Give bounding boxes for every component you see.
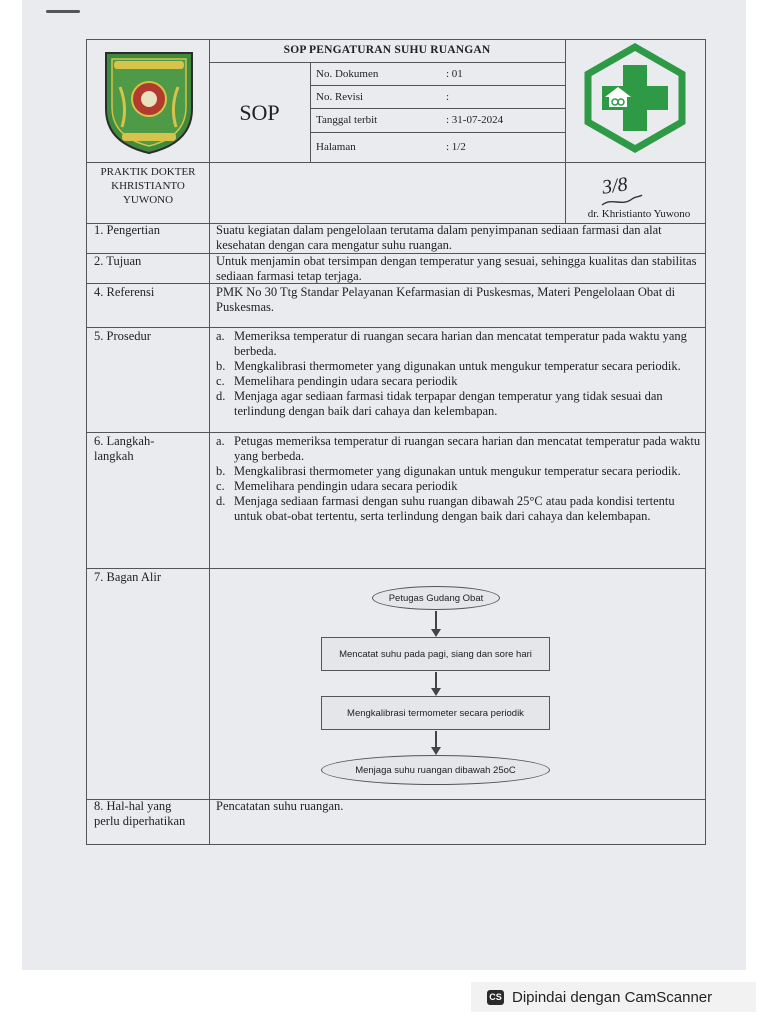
meta-value-halaman: : 1/2 bbox=[446, 141, 466, 153]
list-item: d. Menjaga agar sediaan farmasi tidak terpapar dengan temperatur yang tidak sesuai dan terlindung dengan baik dari cahaya dan kelembapan. bbox=[216, 389, 663, 418]
sop-label: SOP bbox=[239, 100, 280, 125]
pencil-mark bbox=[46, 10, 80, 13]
label-pengertian: 1. Pengertian bbox=[94, 223, 160, 237]
health-cross-logo bbox=[578, 43, 692, 153]
list-item: b. Mengkalibrasi thermometer yang digunakan untuk mengukur temperatur secara periodik. bbox=[216, 359, 681, 373]
label-langkah: 6. Langkah-langkah bbox=[94, 434, 155, 463]
clinic-name: PRAKTIK DOKTER KHRISTIANTO YUWONO bbox=[100, 166, 196, 206]
camscanner-footer bbox=[471, 982, 756, 1012]
list-prosedur bbox=[216, 329, 702, 419]
meta-label-tanggal-terbit: Tanggal terbit bbox=[316, 114, 378, 126]
list-item: a. Memeriksa temperatur di ruangan secara harian dan mencatat temperatur pada waktu yang berbeda. bbox=[216, 329, 687, 358]
regency-emblem-logo bbox=[98, 47, 200, 157]
label-referensi: 4. Referensi bbox=[94, 285, 155, 299]
flow-arrow bbox=[435, 672, 437, 694]
meta-label-halaman: Halaman bbox=[316, 141, 356, 153]
flow-arrow bbox=[435, 611, 437, 635]
flow-start-oval: Petugas Gudang Obat bbox=[372, 586, 500, 610]
meta-value-no-revisi: : bbox=[446, 91, 450, 103]
flow-step-box: Mencatat suhu pada pagi, siang dan sore hari bbox=[321, 637, 550, 671]
flow-step-box: Mengkalibrasi termometer secara periodik bbox=[321, 696, 550, 730]
meta-label-no-dokumen: No. Dokumen bbox=[316, 68, 379, 80]
list-item: c. Memelihara pendingin udara secara periodik bbox=[216, 374, 458, 388]
label-tujuan: 2. Tujuan bbox=[94, 254, 142, 268]
signatory-name: dr. Khristianto Yuwono bbox=[587, 208, 691, 220]
document-title: SOP PENGATURAN SUHU RUANGAN bbox=[283, 44, 491, 56]
label-prosedur: 5. Prosedur bbox=[94, 329, 151, 343]
camscanner-icon: CS bbox=[487, 990, 504, 1005]
camscanner-text: Dipindai dengan CamScanner bbox=[512, 988, 713, 1006]
meta-value-tanggal-terbit: : 31-07-2024 bbox=[446, 114, 504, 126]
meta-label-no-revisi: No. Revisi bbox=[316, 91, 364, 103]
label-bagan-alir: 7. Bagan Alir bbox=[94, 570, 162, 584]
list-langkah bbox=[216, 434, 702, 524]
label-hal-hal: 8. Hal-hal yang perlu diperhatikan bbox=[94, 799, 186, 828]
signature-mark: 3/8 bbox=[600, 173, 629, 199]
meta-value-no-dokumen: : 01 bbox=[446, 68, 463, 80]
text-hal-hal: Pencatatan suhu ruangan. bbox=[216, 799, 344, 813]
text-tujuan: Untuk menjamin obat tersimpan dengan temperatur yang sesuai, sehingga kualitas dan stabilitas sediaan farmasi tetap terjaga. bbox=[216, 254, 697, 283]
list-item: d. Menjaga sediaan farmasi dengan suhu ruangan dibawah 25°C atau pada kondisi tertentu untuk obat-obat tertentu, serta terlindung dengan baik dari cahaya dan kelembapan. bbox=[216, 494, 675, 523]
text-pengertian: Suatu kegiatan dalam pengelolaan terutama dalam penyimpanan sediaan farmasi dan alat kesehatan dengan cara mengatur suhu ruangan. bbox=[216, 223, 662, 252]
text-referensi: PMK No 30 Ttg Standar Pelayanan Kefarmasian di Puskesmas, Materi Pengelolaan Obat di Puskesmas. bbox=[216, 285, 676, 314]
list-item: c. Memelihara pendingin udara secara periodik bbox=[216, 479, 458, 493]
flow-end-oval: Menjaga suhu ruangan dibawah 25oC bbox=[321, 755, 550, 785]
flow-arrow bbox=[435, 731, 437, 753]
list-item: a. Petugas memeriksa temperatur di ruangan secara harian dan mencatat temperatur pada waktu yang berbeda. bbox=[216, 434, 701, 463]
sop-document bbox=[86, 39, 706, 845]
list-item: b. Mengkalibrasi thermometer yang digunakan untuk mengukur temperatur secara periodik. bbox=[216, 464, 681, 478]
